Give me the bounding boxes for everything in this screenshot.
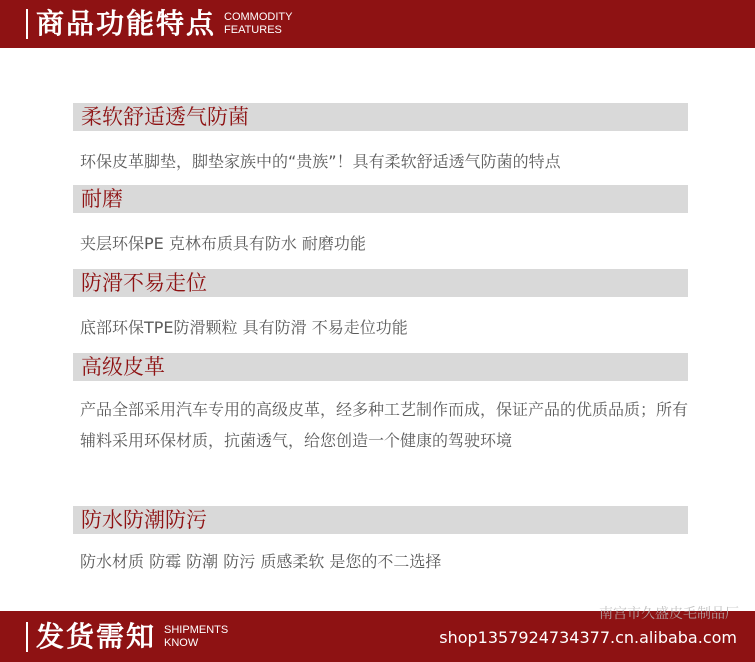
section-heading-text: 柔软舒适透气防菌 xyxy=(81,104,249,129)
section-heading-soft-breathable xyxy=(73,103,688,131)
section-heading-text: 耐磨 xyxy=(81,186,123,211)
section-body-anti-slip: 底部环保TPE防滑颗粒 具有防滑 不易走位功能 xyxy=(80,318,408,337)
section-body-wear-resistant: 夹层环保PE 克林布质具有防水 耐磨功能 xyxy=(80,234,366,253)
features-title: 商品功能特点 xyxy=(36,7,217,40)
banner-divider xyxy=(26,622,28,652)
shop-url-link[interactable]: shop1357924734377.cn.alibaba.com xyxy=(439,628,737,647)
features-banner xyxy=(0,0,755,48)
shipping-title-en-line1: SHIPMENTS xyxy=(164,623,229,636)
section-heading-anti-slip xyxy=(73,269,688,297)
features-title-en-line1: COMMODITY xyxy=(224,11,293,23)
banner-divider xyxy=(26,9,28,39)
section-heading-waterproof xyxy=(73,506,688,534)
shipping-title-en-line2: KNOW xyxy=(164,636,199,649)
shipping-title-en xyxy=(164,624,228,650)
section-heading-text: 高级皮革 xyxy=(81,354,165,379)
section-body-soft-breathable: 环保皮革脚垫，脚垫家族中的“贵族”！具有柔软舒适透气防菌的特点 xyxy=(80,152,561,171)
section-heading-wear-resistant xyxy=(73,185,688,213)
shipping-title: 发货需知 xyxy=(36,619,157,653)
section-heading-text: 防滑不易走位 xyxy=(81,270,207,295)
features-title-en-line2: FEATURES xyxy=(224,24,282,36)
company-watermark: 南宫市久盛皮毛制品厂 xyxy=(599,606,739,622)
section-heading-text: 防水防潮防污 xyxy=(81,507,207,532)
section-body-premium-leather: 产品全部采用汽车专用的高级皮革，经多种工艺制作而成，保证产品的优质品质；所有辅料采用环保材质，抗菌透气，给您创造一个健康的驾驶环境 xyxy=(80,400,689,450)
features-title-en xyxy=(224,11,292,37)
section-body-waterproof: 防水材质 防霉 防潮 防污 质感柔软 是您的不二选择 xyxy=(80,552,442,571)
section-heading-premium-leather xyxy=(73,353,688,381)
